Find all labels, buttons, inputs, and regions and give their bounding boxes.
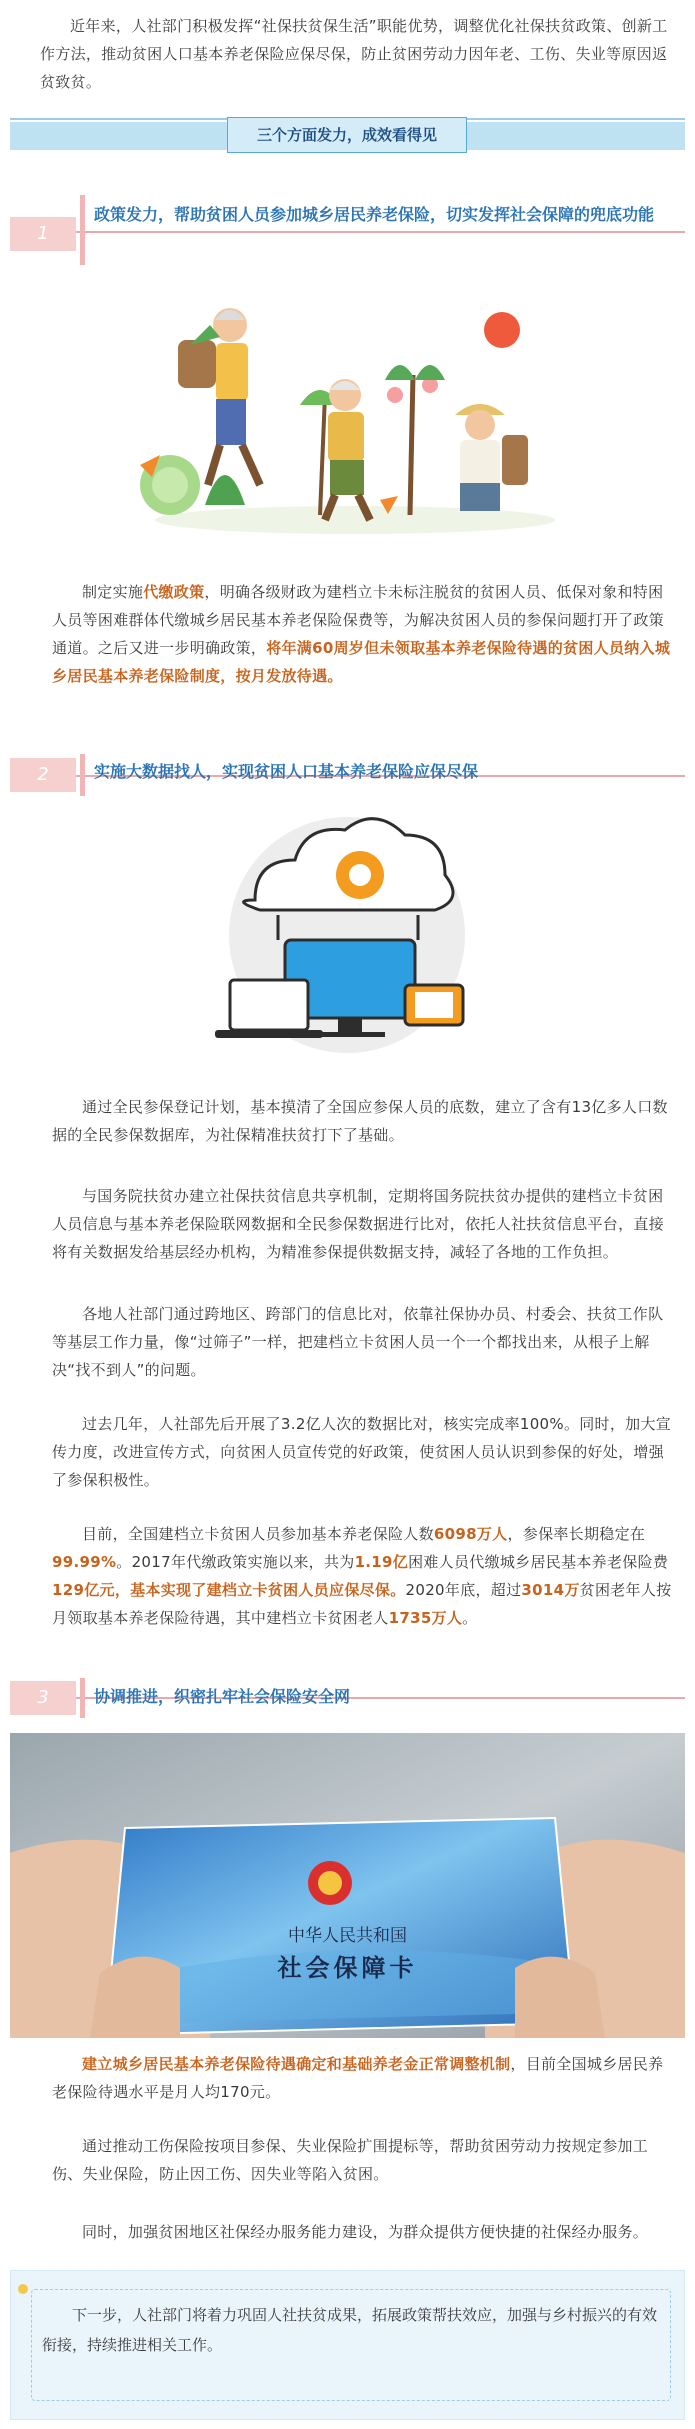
section-2-paragraph-5 bbox=[52, 1520, 672, 1632]
section-number: 2 bbox=[10, 758, 76, 792]
social-security-card-photo bbox=[10, 1733, 685, 2038]
highlight-number: 3014万 bbox=[521, 1581, 580, 1599]
highlight-text: 代缴政策 bbox=[143, 583, 205, 601]
section-divider bbox=[10, 231, 685, 233]
highlight-text: ，基本实现了建档立卡贫困人员应保尽保。 bbox=[114, 1581, 406, 1599]
section-title: 政策发力，帮助贫困人员参加城乡居民养老保险，切实发挥社会保障的兜底功能 bbox=[94, 205, 655, 224]
closing-note-text: 下一步，人社部门将着力巩固人社扶贫成果，拓展政策帮扶效应，加强与乡村振兴的有效衔接，持续推进相关工作。 bbox=[42, 2306, 658, 2354]
section-number: 1 bbox=[10, 217, 76, 251]
farmers-illustration bbox=[130, 285, 570, 540]
section-3-paragraph-3: 同时，加强贫困地区社保经办服务能力建设，为群众提供方便快捷的社保经办服务。 bbox=[82, 2223, 649, 2241]
text-run: ，参保率长期稳定在 bbox=[507, 1525, 646, 1543]
highlight-number: 1.19亿 bbox=[354, 1553, 409, 1571]
text-run: 。2017年代缴政策实施以来，共为 bbox=[116, 1553, 355, 1571]
highlight-text: 建立城乡居民基本养老保险待遇确定和基础养老金正常调整机制 bbox=[82, 2055, 511, 2073]
gear-icon bbox=[336, 851, 384, 899]
text-run: 目前，全国建档立卡贫困人员参加基本养老保险人数 bbox=[82, 1525, 434, 1543]
note-dot-icon bbox=[18, 2284, 28, 2294]
text-run: 贫困老年人按月领取基本养老保险待遇，其中建档立卡贫困老人 bbox=[52, 1581, 672, 1627]
section-title: 实施大数据找人，实现贫困人口基本养老保险应保尽保 bbox=[94, 762, 479, 781]
section-3-header bbox=[10, 1678, 685, 1718]
section-title: 协调推进，织密扎牢社会保险安全网 bbox=[94, 1687, 351, 1706]
section-accent-bar bbox=[80, 195, 85, 265]
section-accent-bar bbox=[80, 1678, 85, 1718]
text-run: ，目前全国城乡居民养老保险待遇水平是月人均170元。 bbox=[52, 2055, 664, 2101]
text-run: 制定实施 bbox=[82, 583, 144, 601]
section-number: 3 bbox=[10, 1681, 76, 1715]
card-title-text: 社会保障卡 bbox=[277, 1953, 418, 1982]
section-2-paragraph-4: 过去几年，人社部先后开展了3.2亿人次的数据比对，核实完成率100%。同时，加大宣传力度，改进宣传方式，向贫困人员宣传党的好政策，使贫困人员认识到参保的好处，增强了参保积极性。 bbox=[52, 1415, 672, 1489]
section-3-paragraph-2: 通过推动工伤保险按项目参保、失业保险扩围提标等，帮助贫困劳动力按规定参加工伤、失业保险，防止因工伤、因失业等陷入贫困。 bbox=[52, 2137, 649, 2183]
section-1-paragraph bbox=[52, 578, 672, 690]
section-1-header bbox=[10, 195, 685, 265]
text-run: 困难人员代缴城乡居民基本养老保险费 bbox=[408, 1553, 669, 1571]
text-run: 。 bbox=[462, 1609, 478, 1627]
devices-cloud-illustration bbox=[210, 810, 485, 1055]
card-country-text: 中华人民共和国 bbox=[288, 1926, 407, 1946]
highlight-number: 129亿元 bbox=[52, 1581, 115, 1599]
section-accent-bar bbox=[80, 754, 85, 796]
text-run: ，明确各级财政为建档立卡未标注脱贫的贫困人员、低保对象和特困人员等困难群体代缴城乡居民基本养老保险保费等，为解决贫困人员的参保问题打开了政策通道。之后又进一步明确政策， bbox=[52, 583, 665, 657]
section-2-paragraph-2: 与国务院扶贫办建立社保扶贫信息共享机制，定期将国务院扶贫办提供的建档立卡贫困人员信息与基本养老保险联网数据和全民参保数据进行比对，依托人社扶贫信息平台，直接将有关数据发给基层经办机构，为精准参保提供数据支持，减轻了各地的工作负担。 bbox=[52, 1187, 665, 1261]
highlight-number: 6098万人 bbox=[433, 1525, 508, 1543]
highlight-number: 99.99% bbox=[52, 1553, 117, 1571]
section-2-paragraph-3: 各地人社部门通过跨地区、跨部门的信息比对，依靠社保协办员、村委会、扶贫工作队等基层工作力量，像“过筛子”一样，把建档立卡贫困人员一个一个都找出来，从根子上解决“找不到人”的问题。 bbox=[52, 1305, 664, 1379]
section-2-header bbox=[10, 750, 685, 800]
section-3-paragraph-1 bbox=[52, 2050, 672, 2106]
intro-paragraph: 近年来，人社部门积极发挥“社保扶贫保生活”职能优势，调整优化社保扶贫政策、创新工作方法，推动贫困人口基本养老保险应保尽保，防止贫困劳动力因年老、工伤、失业等原因返贫致贫。 bbox=[40, 17, 668, 91]
highlight-text: 将年满60周岁但未领取基本养老保险待遇的贫困人员纳入城乡居民基本养老保险制度，按月发放待遇。 bbox=[52, 639, 671, 685]
text-run: 2020年底，超过 bbox=[405, 1581, 522, 1599]
banner-title: 三个方面发力，成效看得见 bbox=[227, 117, 467, 153]
highlight-number: 1735万人 bbox=[388, 1609, 463, 1627]
section-2-paragraph-1: 通过全民参保登记计划，基本摸清了全国应参保人员的底数，建立了含有13亿多人口数据的全民参保数据库，为社保精准扶贫打下了基础。 bbox=[52, 1098, 668, 1144]
